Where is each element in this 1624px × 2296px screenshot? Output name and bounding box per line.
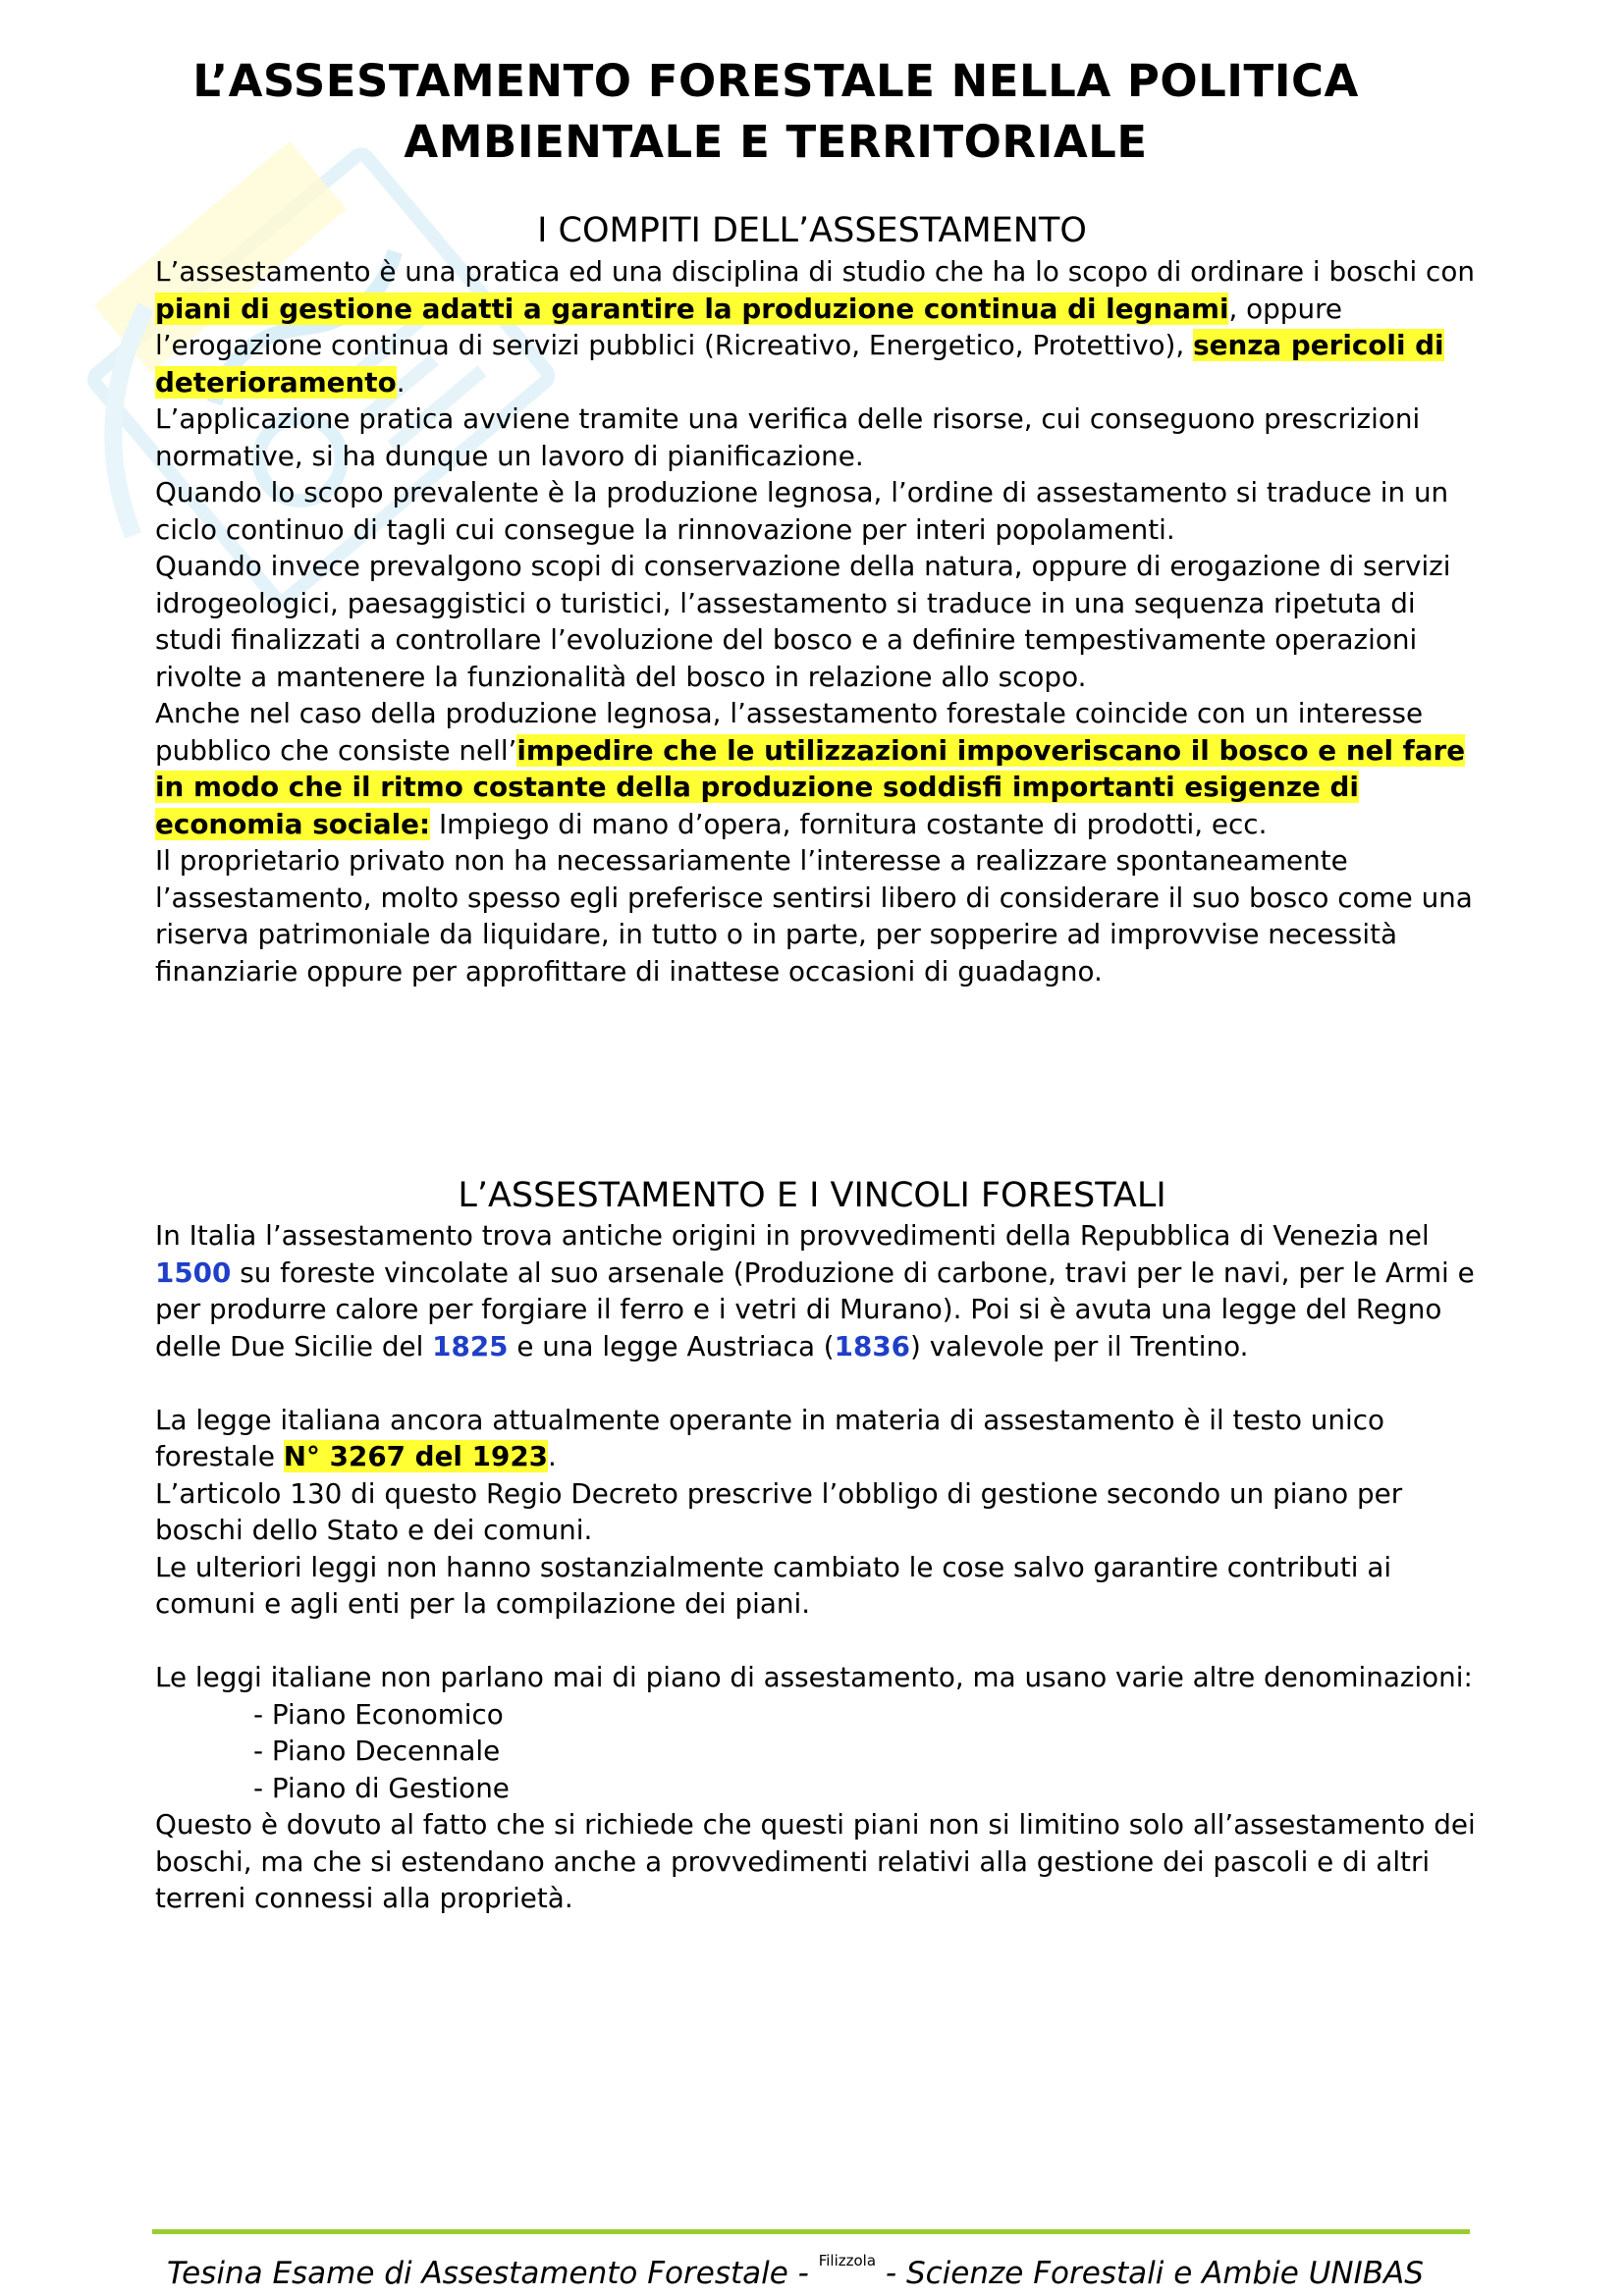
list-item: - Piano Economico [253, 1697, 504, 1731]
paragraph [155, 1402, 1481, 1475]
section-heading-vincoli: L’ASSESTAMENTO E I VINCOLI FORESTALI [458, 1176, 1166, 1215]
paragraph [155, 253, 1481, 400]
text-span: La legge italiana ancora attualmente operante in materia di assestamento è il testo unico forestale [155, 1403, 1385, 1472]
text-span: Impiego di mano d’opera, fornitura costante di prodotti, ecc. [430, 807, 1268, 840]
paragraph: L’applicazione pratica avviene tramite una verifica delle risorse, cui conseguono prescrizioni normative, si ha dunque un lavoro di pianificazione. [155, 402, 1421, 472]
paragraph [155, 1217, 1481, 1364]
paragraph: Quando lo scopo prevalente è la produzione legnosa, l’ordine di assestamento si traduce in un ciclo continuo di tagli cui consegue la rinnovazione per interi popolamenti. [155, 476, 1449, 546]
page-title: L’ASSESTAMENTO FORESTALE NELLA POLITICA AMBIENTALE E TERRITORIALE [192, 55, 1359, 168]
text-span: . [548, 1440, 557, 1472]
highlighted-text: piani di gestione adatti a garantire la produzione continua di legnami [155, 292, 1229, 325]
footer-divider [152, 2229, 1470, 2234]
paragraph: Le ulteriori leggi non hanno sostanzialmente cambiato le cose salvo garantire contributi ai comuni e agli enti per la compilazione dei piani. [155, 1550, 1392, 1620]
footer-author: Filizzola [818, 2252, 877, 2269]
highlighted-text: N° 3267 del 1923 [283, 1440, 548, 1472]
paragraph: Le leggi italiane non parlano mai di piano di assestamento, ma usano varie altre denominazioni: [155, 1661, 1473, 1693]
page-footer [167, 2241, 1473, 2291]
text-span: . [396, 365, 406, 399]
list-item: - Piano di Gestione [253, 1771, 510, 1804]
paragraph-gap [155, 1364, 1481, 1402]
section-body-vincoli [155, 1217, 1481, 1917]
paragraph: Il proprietario privato non ha necessariamente l’interesse a realizzare spontaneamente l’assestamento, molto spesso egli preferisce sentirsi libero di considerare il suo bosco come una riserva patrimoniale da liquidare, in tutto o in parte, per sopperire ad improvvise necessità finanziarie oppure per approfittare di inattese occasioni di guadagno. [155, 844, 1473, 988]
list-item: - Piano Decennale [253, 1735, 501, 1767]
paragraph-gap [155, 1623, 1481, 1660]
text-span: L’assestamento è una pratica ed una disciplina di studio che ha lo scopo di ordinare i boschi con [155, 255, 1475, 288]
section-heading-compiti: I COMPITI DELL’ASSESTAMENTO [537, 211, 1087, 250]
paragraph: L’articolo 130 di questo Regio Decreto prescrive l’obbligo di gestione secondo un piano per boschi dello Stato e dei comuni. [155, 1476, 1403, 1546]
paragraph: Questo è dovuto al fatto che si richiede che questi piani non si limitino solo all’assestamento dei boschi, ma che si estendano anche a provvedimenti relativi alla gestione dei pascoli e di altri terreni connessi alla proprietà. [155, 1808, 1476, 1914]
text-span: su foreste vincolate al suo arsenale (Produzione di carbone, travi per le navi, per le Armi e per produrre calore per forgiare il ferro e i vetri di Murano). Poi si è avuta una legge del Regno delle Due Sicilie del [155, 1255, 1475, 1362]
text-span: e una legge Austriaca ( [508, 1329, 835, 1362]
year-text: 1836 [834, 1329, 911, 1362]
year-text: 1825 [432, 1329, 509, 1362]
text-span: , oppure l’erogazione continua di servizi pubblici (Ricreativo, Energetico, Protettivo), [155, 292, 1342, 361]
text-span: In Italia l’assestamento trova antiche origini in provvedimenti della Repubblica di Venezia nel [155, 1219, 1430, 1252]
bullet-list [155, 1696, 1481, 1807]
text-span: ) valevole per il Trentino. [910, 1329, 1249, 1362]
highlighted-text: impedire che le utilizzazioni impoveriscano il bosco e nel fare in modo che il ritmo costante della produzione soddisfi importanti esigenze di economia sociale: [155, 733, 1466, 840]
paragraph [155, 695, 1481, 842]
section-body-compiti [155, 253, 1481, 989]
footer-right-text: - Scienze Forestali e Ambie UNIBAS [876, 2256, 1424, 2291]
paragraph: Quando invece prevalgono scopi di conservazione della natura, oppure di erogazione di servizi idrogeologici, paesaggistici o turistici, l’assestamento si traduce in una sequenza ripetuta di studi finalizzati a controllare l’evoluzione del bosco e a definire tempestivamente operazioni rivolte a mantenere la funzionalità del bosco in relazione allo scopo. [155, 550, 1451, 693]
footer-left-text: Tesina Esame di Assestamento Forestale - [167, 2256, 819, 2291]
text-span: Anche nel caso della produzione legnosa, l’assestamento forestale coincide con un interesse pubblico che consiste nell’ [155, 697, 1424, 767]
year-text: 1500 [155, 1255, 232, 1289]
highlighted-text: senza pericoli di deterioramento [155, 329, 1444, 399]
